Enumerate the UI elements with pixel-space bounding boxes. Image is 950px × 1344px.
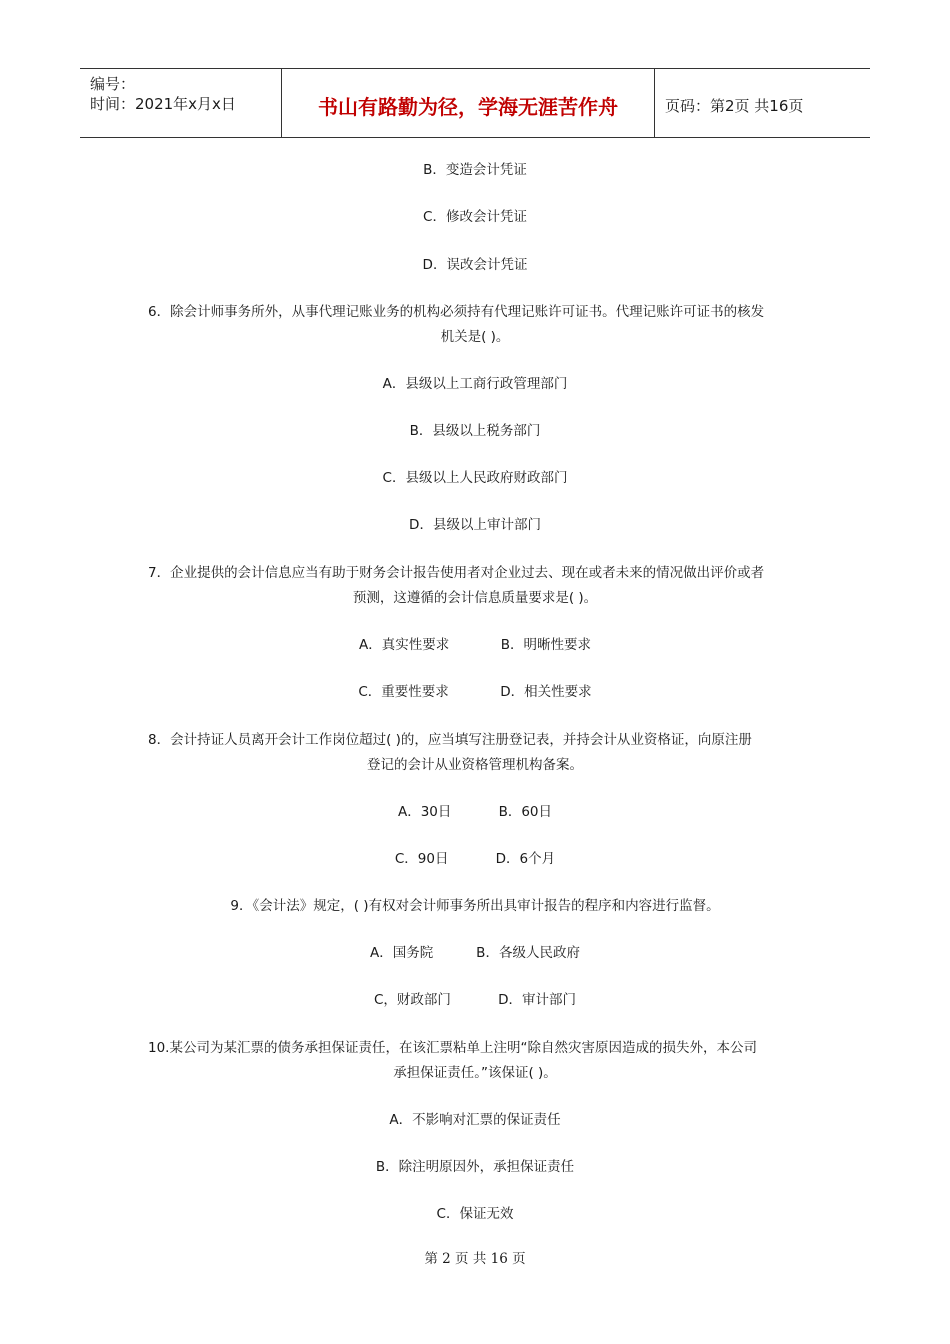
option-b-q10: B．除注明原因外，承担保证责任 bbox=[375, 1159, 575, 1175]
option-b-q5: B．变造会计凭证 bbox=[423, 162, 527, 178]
question-6-line-2: 机关是( )。 bbox=[440, 329, 510, 345]
options-ab-q9: A．国务院 B．各级人民政府 bbox=[370, 945, 580, 961]
options-cd-q9: C，财政部门 D．审计部门 bbox=[373, 992, 577, 1008]
option-c-q10: C．保证无效 bbox=[436, 1206, 514, 1222]
options-cd-q7: C．重要性要求 D．相关性要求 bbox=[358, 684, 592, 700]
option-a-q10: A．不影响对汇票的保证责任 bbox=[389, 1112, 561, 1128]
question-8-line-1: 8．会计持证人员离开会计工作岗位超过( )的，应当填写注册登记表，并持会计从业资格证，向原注册 bbox=[148, 732, 752, 748]
option-d-q6: D．县级以上审计部门 bbox=[409, 517, 541, 533]
header-meta-cell bbox=[80, 69, 282, 137]
header-motto-cell bbox=[282, 69, 655, 137]
motto: 书山有路勤为径，学海无涯苦作舟 bbox=[318, 95, 618, 119]
page-footer: 第 2 页 共 16 页 bbox=[424, 1251, 526, 1267]
page-info: 页码：第2页 共16页 bbox=[665, 97, 804, 115]
option-b-q6: B．县级以上税务部门 bbox=[409, 423, 541, 439]
question-10-line-2: 承担保证责任。”该保证( )。 bbox=[393, 1065, 557, 1081]
option-c-q6: C．县级以上人民政府财政部门 bbox=[382, 470, 568, 486]
options-cd-q8: C．90日 D．6个月 bbox=[394, 851, 556, 867]
question-10-line-1: 10.某公司为某汇票的债务承担保证责任，在该汇票粘单上注明“除自然灾害原因造成的损失外，本公司 bbox=[148, 1040, 757, 1056]
header-page-cell bbox=[655, 69, 870, 137]
question-9: 9．《会计法》规定，( )有权对会计师事务所出具审计报告的程序和内容进行监督。 bbox=[230, 898, 720, 914]
option-d-q5: D．误改会计凭证 bbox=[422, 257, 528, 273]
question-8-line-2: 登记的会计从业资格管理机构备案。 bbox=[367, 757, 583, 773]
header-table bbox=[80, 68, 870, 138]
question-7-line-1: 7．企业提供的会计信息应当有助于财务会计报告使用者对企业过去、现在或者未来的情况做出评价或者 bbox=[148, 565, 765, 581]
question-6-line-1: 6．除会计师事务所外，从事代理记账业务的机构必须持有代理记账许可证书。代理记账许可证书的核发 bbox=[148, 304, 765, 320]
question-7-line-2: 预测，这遵循的会计信息质量要求是( )。 bbox=[352, 590, 598, 606]
option-c-q5: C．修改会计凭证 bbox=[423, 209, 527, 225]
option-a-q6: A．县级以上工商行政管理部门 bbox=[382, 376, 568, 392]
options-ab-q8: A．30日 B．60日 bbox=[397, 804, 553, 820]
document-time: 时间：2021年x月x日 bbox=[90, 95, 236, 113]
document-number-label: 编号： bbox=[90, 75, 136, 93]
options-ab-q7: A．真实性要求 B．明晰性要求 bbox=[359, 637, 591, 653]
